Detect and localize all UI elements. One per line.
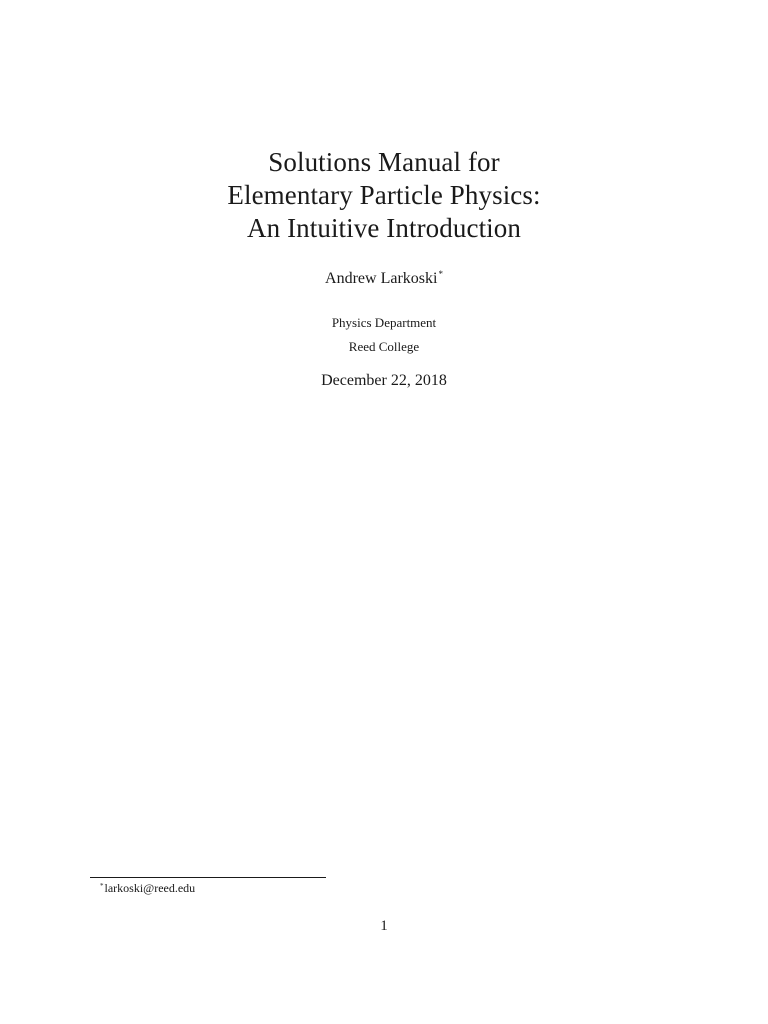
affiliation-institution: Reed College	[348, 339, 420, 354]
author	[0, 264, 768, 289]
title-line-1: Solutions Manual for	[268, 147, 500, 177]
footnote-email: larkoski@reed.edu	[104, 881, 196, 895]
title-line-3: An Intuitive Introduction	[247, 213, 521, 243]
author-name: Andrew Larkoski	[325, 270, 438, 287]
document-title	[0, 146, 768, 245]
page-number: 1	[380, 918, 388, 934]
title-line-2: Elementary Particle Physics:	[227, 180, 541, 210]
author-footnote-marker: *	[438, 269, 443, 279]
footnote	[100, 879, 195, 896]
footnote-divider	[90, 877, 326, 878]
document-date: December 22, 2018	[321, 372, 447, 389]
affiliation-department: Physics Department	[331, 315, 437, 330]
footnote-marker: *	[100, 882, 104, 890]
